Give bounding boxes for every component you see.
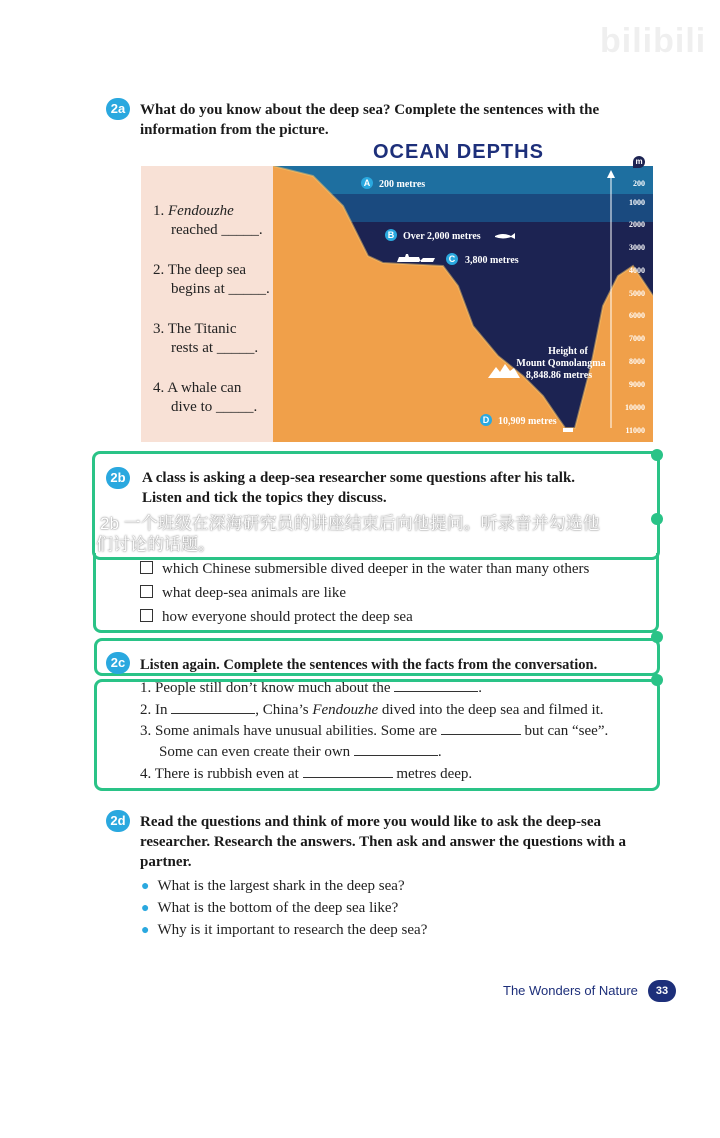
chinese-subtitle-1: 2b 一个班级在深海研究员的讲座结束后向他提问。听录音并勾选他 [100,514,600,533]
frame-tag-icon [651,631,663,643]
fact-2: 2. In , China’s Fendouzhe dived into the deep sea and filmed it. [140,702,604,718]
ocean-depths-diagram [273,166,653,442]
submersible-icon [563,428,573,432]
svg-text:10000: 10000 [625,403,645,412]
fact-1: 1. People still don’t know much about the . [140,680,483,696]
chinese-subtitle-2: 们讨论的话题。 [96,535,215,554]
svg-text:5000: 5000 [629,289,645,298]
frame-tag-icon [651,449,663,461]
svg-text:1000: 1000 [629,198,645,207]
checkbox[interactable] [140,585,153,598]
svg-text:Over 2,000 metres: Over 2,000 metres [403,231,481,242]
section-2a-instruction: What do you know about the deep sea? Complete the sentences with the information from the picture. [140,102,600,138]
section-2d-instruction-2: researcher. Research the answers. Then ask and answer the questions with a [140,834,626,850]
page-number: 33 [648,980,676,1002]
topic-3[interactable]: how everyone should protect the deep sea [140,609,413,626]
svg-text:Mount Qomolangma: Mount Qomolangma [516,358,606,369]
sentence-1: 1. Fendouzhe reached _____. [153,203,263,238]
fact-3: 3. Some animals have unusual abilities. Some are but can “see”. [140,723,609,739]
svg-text:C: C [448,254,456,264]
checkbox[interactable] [140,561,153,574]
frame-tag-icon [651,674,663,686]
checkbox[interactable] [140,609,153,622]
section-2a-badge: 2a [106,98,130,120]
svg-text:Height of: Height of [548,346,588,357]
scale-unit-pin-icon: m [633,156,645,168]
unit-title: The Wonders of Nature [503,983,638,998]
section-2b-instruction-1: A class is asking a deep-sea researcher some questions after his talk. [142,470,576,486]
svg-text:8,848.86 metres: 8,848.86 metres [525,370,593,381]
section-2b-badge: 2b [106,467,130,489]
section-2d-instruction-1: Read the questions and think of more you would like to ask the deep-sea [140,814,602,830]
svg-text:6000: 6000 [629,311,645,320]
topic-1[interactable]: which Chinese submersible dived deeper in the water than many others [140,561,589,578]
bilibili-watermark: bilibili [600,22,707,60]
svg-text:3000: 3000 [629,243,645,252]
sentence-2: 2. The deep sea begins at _____. [153,262,270,297]
section-2d-instruction-3: partner. [140,854,192,870]
svg-text:D: D [482,415,490,425]
topic-2[interactable]: what deep-sea animals are like [140,585,346,602]
section-2c-instruction: Listen again. Complete the sentences with the facts from the conversation. [140,657,598,673]
sentence-3: 3. The Titanic rests at _____. [153,321,259,356]
svg-text:7000: 7000 [629,334,645,343]
svg-text:4000: 4000 [629,266,645,275]
svg-text:200 metres: 200 metres [379,179,426,190]
section-2b-instruction-2: Listen and tick the topics they discuss. [142,490,387,506]
frame-tag-icon [651,513,663,525]
svg-text:A: A [363,178,371,188]
chart-title: OCEAN DEPTHS [373,141,544,163]
question-1: ● What is the largest shark in the deep sea? [141,878,405,894]
svg-text:8000: 8000 [629,357,645,366]
section-2c-badge: 2c [106,652,130,674]
svg-text:10,909 metres: 10,909 metres [498,416,557,427]
fact-3-continued: Some can even create their own . [159,744,442,760]
svg-text:B: B [387,230,395,240]
svg-text:3,800 metres: 3,800 metres [465,255,519,266]
question-3: ● Why is it important to research the deep sea? [141,922,428,938]
section-2d-badge: 2d [106,810,130,832]
question-2: ● What is the bottom of the deep sea like? [141,900,399,916]
svg-text:200: 200 [633,179,645,188]
svg-text:11000: 11000 [625,426,645,435]
svg-text:9000: 9000 [629,380,645,389]
fact-4: 4. There is rubbish even at metres deep. [140,766,473,782]
svg-text:2000: 2000 [629,220,645,229]
sentence-4: 4. A whale can dive to _____. [153,380,258,415]
